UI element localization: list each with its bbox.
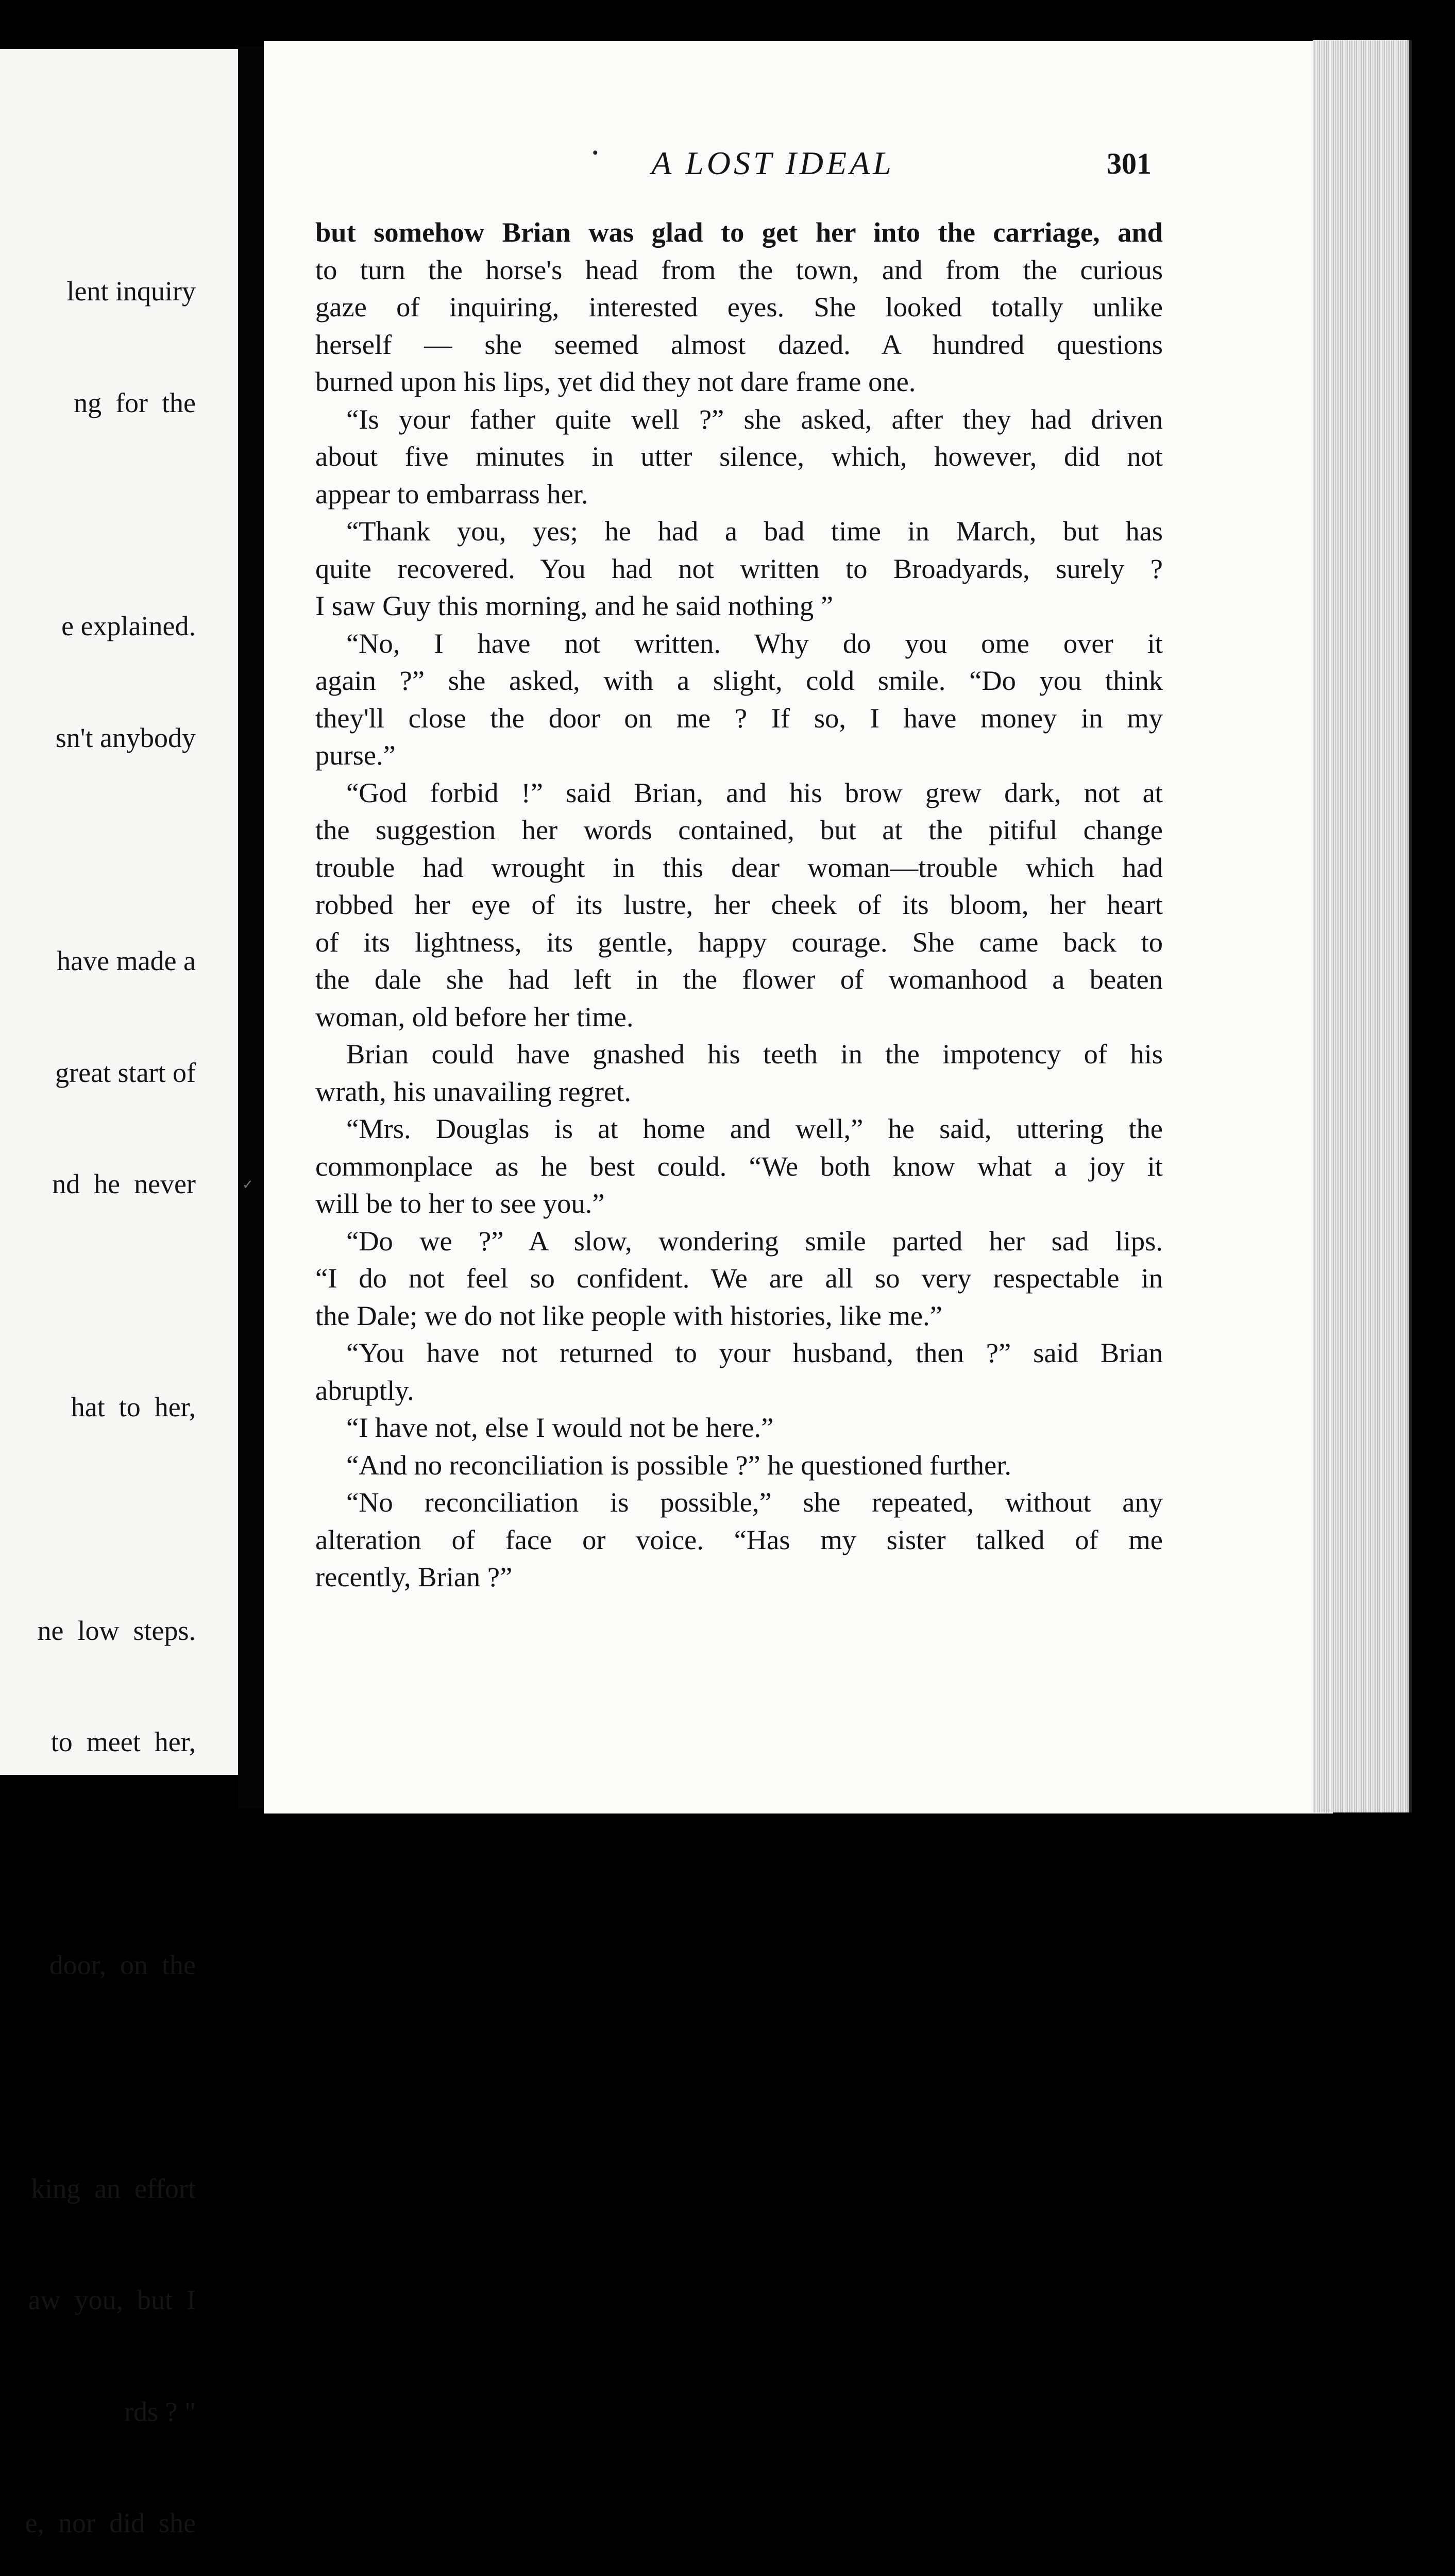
running-head: [593, 144, 1159, 185]
text-line: again ?” she asked, with a slight, cold smile. “Do you think: [315, 665, 1163, 696]
text-line: to turn the horse's head from the town, and from the curious: [315, 253, 1163, 285]
text-line: appear to embarrass her.: [315, 478, 588, 510]
head-dot: •: [593, 144, 598, 161]
left-line: e, nor did she: [25, 2507, 196, 2539]
left-line: nd he never: [52, 1168, 196, 1200]
text-line: trouble had wrought in this dear woman—trouble which had: [315, 851, 1163, 883]
left-line: [0, 1500, 196, 1537]
text-line: “No reconciliation is possible,” she repeated, without any: [346, 1486, 1163, 1518]
text-line: “Thank you, yes; he had a bad time in March, but has: [346, 515, 1163, 547]
left-line: king an effort: [31, 2173, 196, 2204]
text-line: “And no reconciliation is possible ?” he questioned further.: [346, 1449, 1011, 1481]
text-line: but somehow Brian was glad to get her into the carriage, and: [315, 216, 1163, 248]
left-line: aw you, but I: [28, 2284, 196, 2316]
left-line: [0, 496, 196, 533]
left-line: e explained.: [61, 611, 196, 642]
text-line: “Mrs. Douglas is at home and well,” he said, uttering the: [346, 1113, 1163, 1144]
text-line: commonplace as he best could. “We both know what a joy it: [315, 1150, 1163, 1182]
left-line: rds ? ": [124, 2396, 196, 2427]
text-line: I saw Guy this morning, and he said nothing ”: [315, 590, 834, 621]
left-line: [0, 831, 196, 868]
text-line: purse.”: [315, 739, 396, 771]
text-line: the dale she had left in the flower of womanhood a beaten: [315, 963, 1163, 995]
previous-page-text: [0, 198, 196, 2576]
left-line: great start of: [55, 1057, 196, 1088]
left-line: lent inquiry: [66, 276, 196, 307]
text-line: wrath, his unavailing regret.: [315, 1075, 631, 1107]
page-number: 301: [1107, 147, 1152, 180]
page-edges: [1313, 40, 1412, 1812]
text-line: Brian could have gnashed his teeth in the impotency of his: [346, 1038, 1163, 1070]
text-line: “No, I have not written. Why do you ome over it: [346, 627, 1163, 659]
text-line: “God forbid !” said Brian, and his brow grew dark, not at: [346, 776, 1163, 808]
text-line: “I do not feel so confident. We are all so very respectable in: [315, 1262, 1163, 1294]
left-line: ne low steps.: [37, 1615, 196, 1646]
left-line: have made a: [57, 945, 196, 976]
text-line: “I have not, else I would not be here.”: [346, 1412, 774, 1443]
text-line: “Do we ?” A slow, wondering smile parted her sad lips.: [346, 1225, 1163, 1257]
text-line: they'll close the door on me ? If so, I have money in my: [315, 702, 1163, 734]
left-line: ng for the: [74, 387, 196, 418]
left-line: [0, 1835, 196, 1872]
previous-page: [0, 49, 249, 2539]
text-line: alteration of face or voice. “Has my sister talked of me: [315, 1523, 1163, 1555]
text-line: gaze of inquiring, interested eyes. She looked totally unlike: [315, 291, 1163, 323]
left-line: [0, 2058, 196, 2095]
margin-check-mark: ✓: [242, 1177, 253, 1192]
text-line: of its lightness, its gentle, happy courage. She came back to: [315, 926, 1163, 958]
left-line: sn't anybody: [55, 722, 196, 753]
text-line: the suggestion her words contained, but at the pitiful change: [315, 814, 1163, 845]
running-title: A LOST IDEAL: [651, 145, 894, 181]
page-body-text: [315, 214, 1163, 1596]
text-line: the Dale; we do not like people with histories, like me.”: [315, 1299, 942, 1331]
left-line: [0, 1277, 196, 1314]
text-line: robbed her eye of its lustre, her cheek of its bloom, her heart: [315, 889, 1163, 920]
text-line: herself — she seemed almost dazed. A hundred questions: [315, 328, 1163, 360]
left-line: hat to her,: [71, 1392, 196, 1423]
text-line: “Is your father quite well ?” she asked, after they had driven: [346, 403, 1163, 435]
text-line: burned upon his lips, yet did they not dare frame one.: [315, 366, 916, 397]
text-line: recently, Brian ?”: [315, 1561, 513, 1592]
text-line: quite recovered. You had not written to Broadyards, surely ?: [315, 552, 1163, 584]
text-line: will be to her to see you.”: [315, 1188, 605, 1219]
text-line: about five minutes in utter silence, which, however, did not: [315, 440, 1163, 472]
text-line: woman, old before her time.: [315, 1001, 634, 1032]
text-line: abruptly.: [315, 1374, 414, 1406]
text-line: “You have not returned to your husband, then ?” said Brian: [346, 1337, 1163, 1368]
left-line: to meet her,: [50, 1726, 196, 1758]
left-line: door, on the: [49, 1950, 196, 1981]
